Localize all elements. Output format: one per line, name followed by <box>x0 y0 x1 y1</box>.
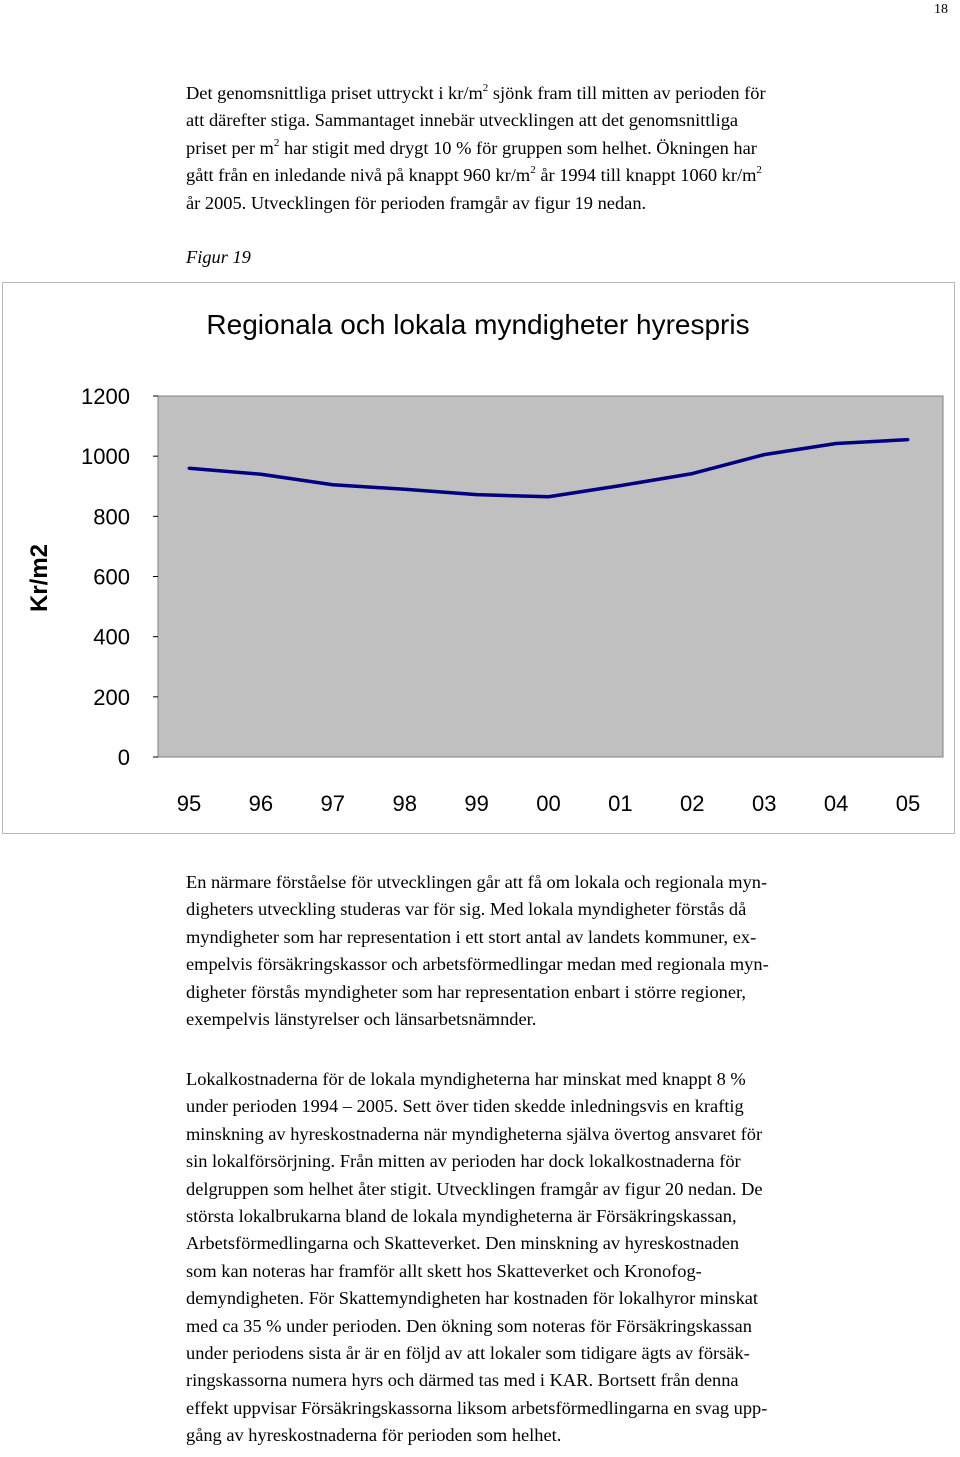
chart-frame <box>2 282 955 834</box>
intro-paragraph <box>186 80 954 217</box>
data-point <box>475 493 478 496</box>
figure-caption: Figur 19 <box>186 247 251 267</box>
data-point <box>188 467 191 470</box>
text-line: att därefter stiga. Sammantaget innebär utvecklingen att det genomsnittliga <box>186 110 739 131</box>
x-tick-label: 03 <box>751 791 777 816</box>
text-line: priset per $m^2$ har stigit med drygt 10 % för gruppen som helhet. Ökningen har <box>186 136 757 158</box>
y-axis-label: Kr/m2 <box>26 543 53 613</box>
text-line: under periodens sista år är en följd av att lokaler som tidigare ägts av försäk- <box>186 1343 750 1364</box>
text-line: gång av hyreskostnaderna för perioden som helhet. <box>186 1425 562 1446</box>
data-point <box>691 472 694 475</box>
data-point <box>403 488 406 491</box>
x-tick-label: 96 <box>248 791 274 816</box>
body-paragraph-2 <box>186 869 954 1033</box>
x-tick-label: 02 <box>680 791 705 816</box>
y-tick-label: 400 <box>93 624 130 650</box>
data-point <box>619 484 622 487</box>
x-tick-label: 00 <box>536 791 561 816</box>
y-tick-label: 200 <box>93 684 130 710</box>
text-line: delgruppen som helhet åter stigit. Utvecklingen framgår av figur 20 nedan. De <box>186 1178 763 1199</box>
text-line: empelvis försäkringskassor och arbetsförmedlingar medan med regionala myn- <box>186 954 769 975</box>
text-line: minskning av hyreskostnaderna när myndigheterna själva övertog ansvaret för <box>186 1123 763 1144</box>
line-chart <box>3 283 954 833</box>
text-line: som kan noteras har framför allt skett hos Skatteverket och Kronofog- <box>186 1260 702 1281</box>
y-tick-label: 600 <box>93 564 130 590</box>
text-line: Lokalkostnaderna för de lokala myndigheterna har minskat med knappt 8 % <box>186 1069 746 1089</box>
text-line: största lokalbrukarna bland de lokala myndigheterna är Försäkringskassan, <box>186 1206 737 1227</box>
text-line: digheters utveckling studeras var för sig. Med lokala myndigheter förstås då <box>186 899 747 920</box>
text-line: myndigheter som har representation i ett stort antal av landets kommuner, ex- <box>186 926 757 947</box>
x-tick-label: 98 <box>392 791 417 816</box>
body-paragraph-3 <box>186 1066 954 1450</box>
x-tick-label: 01 <box>608 791 633 816</box>
data-point <box>835 442 838 445</box>
data-point <box>331 483 334 486</box>
text-line: exempelvis länstyrelser och länsarbetsnämnder. <box>186 1009 537 1030</box>
data-point <box>259 473 262 476</box>
plot-area <box>158 396 943 757</box>
text-line: under perioden 1994 – 2005. Sett över tiden skedde inledningsvis en kraftig <box>186 1096 744 1117</box>
chart-title: Regionala och lokala myndigheter hyrespris <box>206 309 750 340</box>
y-tick-label: 1200 <box>81 384 130 409</box>
text-line: år 2005. Utvecklingen för perioden framgår av figur 19 nedan. <box>186 192 647 213</box>
data-point <box>547 495 550 498</box>
x-tick-label: 97 <box>320 791 346 816</box>
data-point <box>763 453 766 456</box>
text-line: gått från en inledande nivå på knappt 960 $kr/m^2$ år 1994 till knappt 1060 $kr/m^2$ <box>186 164 762 186</box>
y-tick-label: 0 <box>117 745 130 770</box>
text-line: ringskassorna numera hyrs och därmed tas med i KAR. Bortsett från denna <box>186 1370 739 1391</box>
text-line: sin lokalförsörjning. Från mitten av perioden har dock lokalkostnaderna för <box>186 1151 741 1172</box>
text-line: En närmare förståelse för utvecklingen går att få om lokala och regionala myn- <box>186 872 768 892</box>
text-line: demyndigheten. För Skattemyndigheten har kostnaden för lokalhyror minskat <box>186 1288 759 1309</box>
page-number: 18 <box>934 2 948 17</box>
x-tick-label: 99 <box>464 791 489 816</box>
y-tick-label: 1000 <box>81 444 130 470</box>
text-line: digheter förstås myndigheter som har representation enbart i större regioner, <box>186 981 746 1002</box>
text-line: effekt uppvisar Försäkringskassorna liksom arbetsförmedlingarna en svag upp- <box>186 1397 768 1418</box>
text-line: Arbetsförmedlingarna och Skatteverket. Den minskning av hyreskostnaden <box>186 1233 740 1254</box>
text-line: med ca 35 % under perioden. Den ökning som noteras för Försäkringskassan <box>186 1315 752 1336</box>
y-tick-label: 800 <box>93 504 130 530</box>
text-line: Det genomsnittliga priset uttryckt i $kr/m^2$ sjönk fram till mitten av perioden för <box>186 82 766 103</box>
data-point <box>907 438 910 441</box>
x-tick-label: 04 <box>823 791 849 816</box>
x-tick-label: 95 <box>176 791 202 816</box>
x-tick-label: 05 <box>895 791 921 816</box>
